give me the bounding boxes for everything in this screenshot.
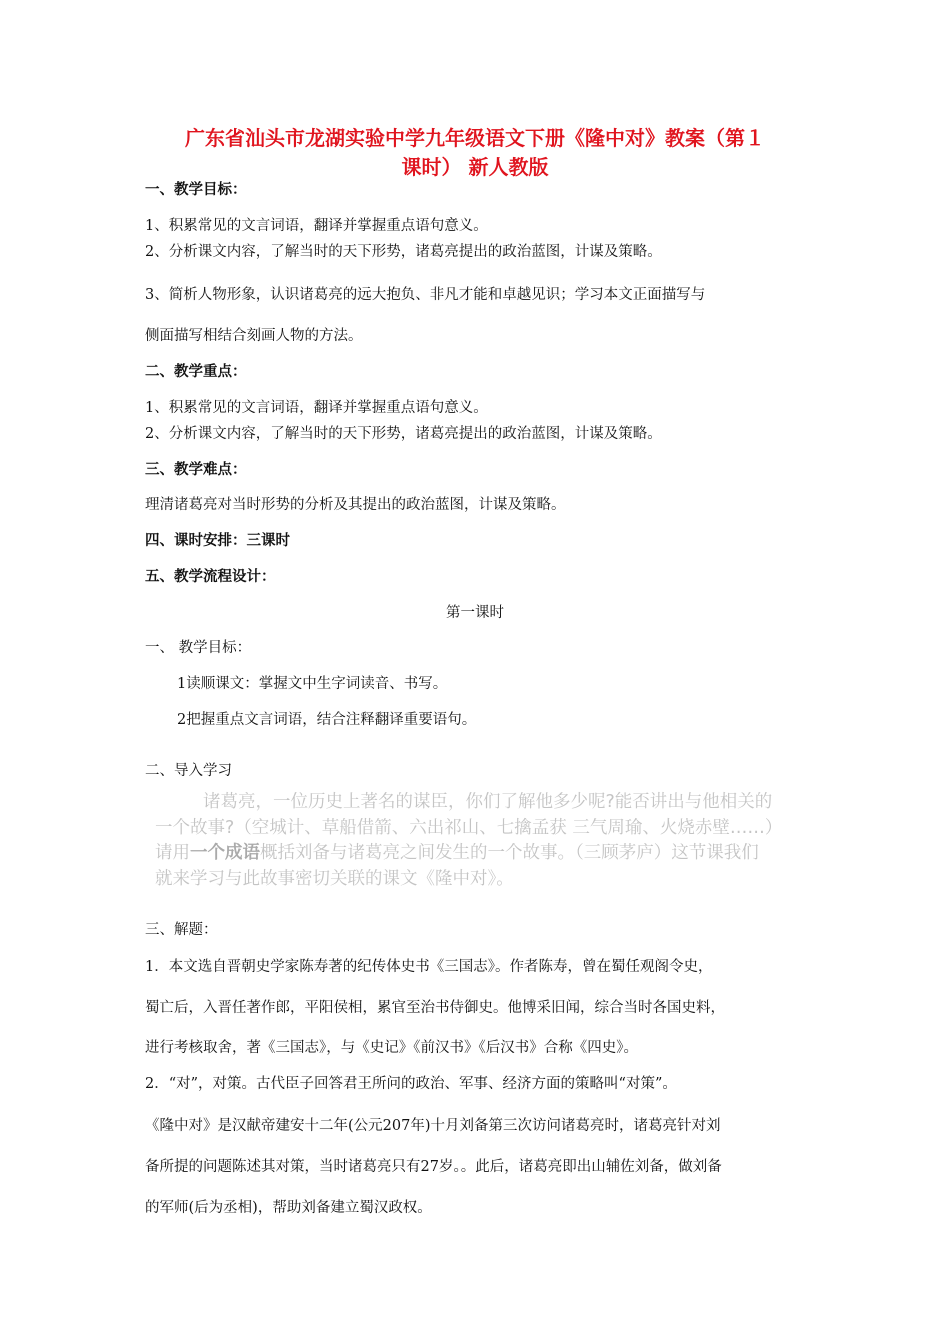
part-heading-title-explanation: 三、解题： (145, 922, 218, 938)
key-point-item: 1、积累常见的文言词语，翻译并掌握重点语句意义。 (145, 400, 488, 416)
intro-bold-phrase: 一个成语 (190, 843, 260, 863)
objective-item-continued: 侧面描写相结合刻画人物的方法。 (145, 328, 363, 344)
explanation-line: 的军师(后为丞相)，帮助刘备建立蜀汉政权。 (145, 1200, 432, 1216)
intro-line: 就来学习与此故事密切关联的课文《隆中对》。 (155, 868, 514, 889)
difficulty-text: 理清诸葛亮对当时形势的分析及其提出的政治蓝图，计谋及策略。 (145, 497, 566, 513)
section-heading-schedule: 四、课时安排：三课时 (145, 532, 290, 549)
document-title-line-2: 课时） 新人教版 (401, 155, 549, 179)
explanation-line: 备所提的问题陈述其对策，当时诸葛亮只有27岁。。此后，诸葛亮即出山辅佐刘备，做刘备 (145, 1159, 722, 1175)
section-heading-difficulties: 三、教学难点： (145, 461, 247, 478)
intro-line: 一个故事?（空城计、草船借箭、六出祁山、七擒孟获 三气周瑜、火烧赤壁……） (155, 817, 783, 838)
document-title-line-1: 广东省汕头市龙湖实验中学九年级语文下册《隆中对》教案（第１ (185, 126, 765, 150)
lesson-objective-item: 1读顺课文：掌握文中生字词读音、书写。 (177, 676, 448, 692)
intro-line: 请用一个成语概括刘备与诸葛亮之间发生的一个故事。（三顾茅庐）这节课我们 (155, 843, 759, 863)
part-heading-introduction: 二、导入学习 (145, 763, 232, 779)
section-heading-key-points: 二、教学重点： (145, 363, 247, 380)
explanation-line: 蜀亡后，入晋任著作郎，平阳侯相，累官至治书侍御史。他博采旧闻，综合当时各国史料， (145, 1000, 725, 1016)
key-point-item: 2、分析课文内容，了解当时的天下形势，诸葛亮提出的政治蓝图，计谋及策略。 (145, 426, 662, 442)
objective-item: 3、简析人物形象，认识诸葛亮的远大抱负、非凡才能和卓越见识；学习本文正面描写与 (145, 287, 706, 303)
explanation-line: 1．本文选自晋朝史学家陈寿著的纪传体史书《三国志》。作者陈寿，曾在蜀任观阁令史， (145, 959, 713, 975)
explanation-line: 《隆中对》是汉献帝建安十二年(公元207年)十月刘备第三次访问诸葛亮时，诸葛亮针对刘 (145, 1118, 721, 1134)
lesson-title: 第一课时 (446, 605, 504, 621)
section-heading-objectives: 一、教学目标： (145, 181, 247, 198)
intro-line: 诸葛亮，一位历史上著名的谋臣，你们了解他多少呢?能否讲出与他相关的 (203, 792, 773, 812)
explanation-line: 2．“对”，对策。古代臣子回答君王所问的政治、军事、经济方面的策略叫“对策”。 (145, 1076, 677, 1092)
section-heading-flow: 五、教学流程设计： (145, 568, 276, 585)
part-heading-objectives: 一、 教学目标： (145, 640, 252, 656)
explanation-line: 进行考核取舍，著《三国志》，与《史记》《前汉书》《后汉书》合称《四史》。 (145, 1040, 638, 1056)
lesson-objective-item: 2把握重点文言词语，结合注释翻译重要语句。 (177, 712, 477, 728)
objective-item: 1、积累常见的文言词语，翻译并掌握重点语句意义。 (145, 218, 488, 234)
introduction-textbox (155, 790, 825, 892)
objective-item: 2、分析课文内容，了解当时的天下形势，诸葛亮提出的政治蓝图，计谋及策略。 (145, 244, 662, 260)
